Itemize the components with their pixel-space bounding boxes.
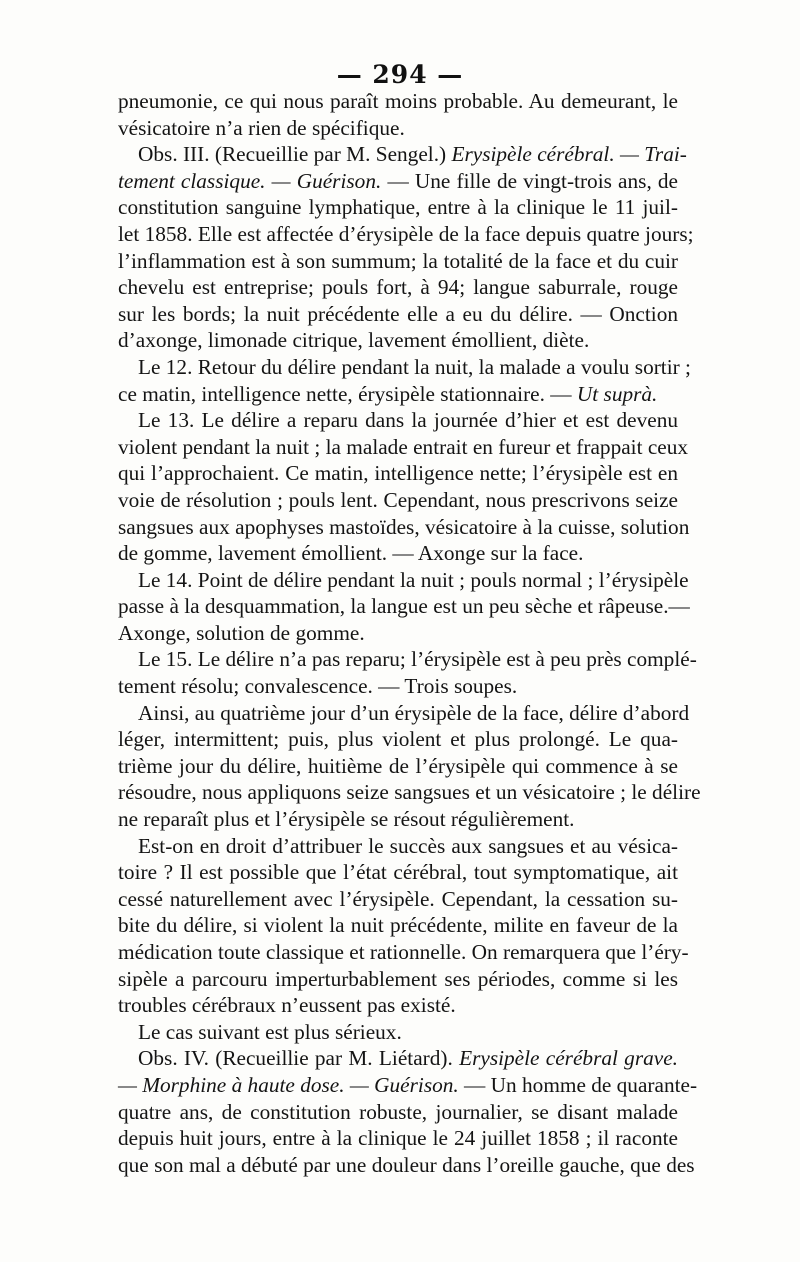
text-line — [118, 460, 678, 487]
text-line — [118, 434, 689, 461]
text-line — [118, 726, 678, 753]
text-segment: — Une fille de vingt-trois ans, de — [381, 168, 679, 193]
text-line — [118, 673, 678, 700]
text-line — [118, 806, 678, 833]
text-segment: Le 12. Retour du délire pendant la nuit, la malade a voulu sortir ; — [138, 354, 691, 379]
text-segment: tement résolu; convalescence. — Trois soupes. — [118, 674, 518, 699]
text-segment: d’axonge, limonade citrique, lavement émollient, diète. — [118, 328, 590, 353]
text-segment: l’inflammation est à son summum; la totalité de la face et du cuir — [118, 248, 678, 273]
text-line — [118, 1045, 678, 1072]
text-segment: Obs. IV. (Recueillie par M. Liétard). — [138, 1046, 460, 1071]
text-line — [118, 966, 678, 993]
text-line — [118, 859, 678, 886]
text-segment: bite du délire, si violent la nuit précédente, milite en faveur de la — [118, 913, 678, 938]
text-segment: de gomme, lavement émollient. — Axonge sur la face. — [118, 541, 584, 566]
text-segment: léger, intermittent; puis, plus violent et plus prolongé. Le qua- — [118, 727, 678, 752]
text-segment: vésicatoire n’a rien de spécifique. — [118, 115, 405, 140]
italic-text: tement classique. — Guérison. — [118, 168, 382, 193]
text-line — [118, 88, 678, 115]
text-segment: Le 14. Point de délire pendant la nuit ; pouls normal ; l’érysipèle — [138, 567, 689, 592]
text-line — [118, 381, 678, 408]
text-line — [118, 779, 701, 806]
text-segment: constitution sanguine lymphatique, entre à la clinique le 11 juil- — [118, 195, 678, 220]
text-line — [118, 221, 694, 248]
text-line — [118, 274, 678, 301]
text-segment: Le 15. Le délire n’a pas reparu; l’érysipèle est à peu près complé- — [138, 647, 697, 672]
text-segment: qui l’approchaient. Ce matin, intelligence nette; l’érysipèle est en — [118, 461, 678, 486]
text-segment: résoudre, nous appliquons seize sangsues et un vésicatoire ; le délire — [118, 780, 701, 805]
text-segment: sangsues aux apophyses mastoïdes, vésicatoire à la cuisse, solution — [118, 514, 690, 539]
text-segment: sipèle a parcouru imperturbablement ses périodes, comme si les — [118, 966, 678, 991]
text-line — [118, 912, 678, 939]
text-line — [118, 620, 678, 647]
text-segment: Le 13. Le délire a reparu dans la journée d’hier et est devenu — [138, 408, 678, 433]
italic-text: Erysipèle cérébral grave. — [459, 1046, 678, 1071]
text-line — [118, 407, 678, 434]
text-segment: toire ? Il est possible que l’état cérébral, tout symptomatique, ait — [118, 860, 678, 885]
text-line — [118, 141, 687, 168]
text-line — [118, 567, 689, 594]
text-line — [118, 1152, 695, 1179]
text-line — [118, 168, 678, 195]
text-line — [118, 593, 690, 620]
text-segment: trième jour du délire, huitième de l’érysipèle qui commence à se — [118, 753, 678, 778]
text-line — [118, 939, 689, 966]
text-line — [118, 753, 678, 780]
text-line — [118, 700, 690, 727]
text-line — [118, 540, 678, 567]
text-line — [118, 301, 678, 328]
text-line — [118, 1019, 678, 1046]
text-line — [118, 248, 678, 275]
page-number: — 294 — — [336, 60, 464, 89]
text-segment: pneumonie, ce qui nous paraît moins probable. Au demeurant, le — [118, 89, 678, 113]
text-segment: que son mal a débuté par une douleur dans l’oreille gauche, que des — [118, 1152, 695, 1177]
text-segment: Ainsi, au quatrième jour d’un érysipèle de la face, délire d’abord — [138, 700, 690, 725]
text-line — [118, 886, 678, 913]
text-line — [118, 646, 697, 673]
text-segment: Axonge, solution de gomme. — [118, 620, 365, 645]
text-segment: let 1858. Elle est affectée d’érysipèle de la face depuis quatre jours; — [118, 221, 694, 246]
text-segment: Le cas suivant est plus sérieux. — [138, 1019, 402, 1044]
text-segment: quatre ans, de constitution robuste, journalier, se disant malade — [118, 1099, 678, 1124]
text-segment: violent pendant la nuit ; la malade entrait en fureur et frappait ceux — [118, 434, 689, 459]
text-line — [118, 833, 678, 860]
italic-text: Erysipèle cérébral. — Trai- — [451, 142, 687, 167]
text-segment: — Un homme de quarante- — [458, 1072, 698, 1097]
text-segment: depuis huit jours, entre à la clinique le 24 juillet 1858 ; il raconte — [118, 1126, 678, 1151]
text-segment: voie de résolution ; pouls lent. Cependant, nous prescrivons seize — [118, 487, 678, 512]
text-line — [118, 1099, 678, 1126]
text-segment: cessé naturellement avec l’érysipèle. Cependant, la cessation su- — [118, 886, 678, 911]
text-segment: chevelu est entreprise; pouls fort, à 94; langue saburrale, rouge — [118, 275, 678, 300]
text-line — [118, 327, 678, 354]
text-line — [118, 992, 678, 1019]
text-line — [118, 487, 678, 514]
body-text — [118, 88, 701, 1178]
text-segment: troubles cérébraux n’eussent pas existé. — [118, 993, 456, 1018]
text-line — [118, 115, 678, 142]
text-segment: Obs. III. (Recueillie par M. Sengel.) — [138, 142, 452, 167]
text-line — [118, 194, 678, 221]
italic-text: — Morphine à haute dose. — Guérison. — [118, 1072, 459, 1097]
text-segment: ne reparaît plus et l’érysipèle se résout régulièrement. — [118, 807, 575, 832]
text-line — [118, 1072, 698, 1099]
text-line — [118, 1125, 678, 1152]
text-line — [118, 354, 691, 381]
text-segment: Est-on en droit d’attribuer le succès aux sangsues et au vésica- — [138, 833, 678, 858]
text-segment: ce matin, intelligence nette, érysipèle stationnaire. — — [118, 381, 577, 406]
text-segment: passe à la desquammation, la langue est un peu sèche et râpeuse.— — [118, 594, 690, 619]
italic-text: Ut suprà. — [576, 381, 658, 406]
text-segment: médication toute classique et rationnelle. On remarquera que l’éry- — [118, 940, 689, 964]
text-line — [118, 514, 690, 541]
text-segment: sur les bords; la nuit précédente elle a eu du délire. — Onction — [118, 301, 678, 326]
